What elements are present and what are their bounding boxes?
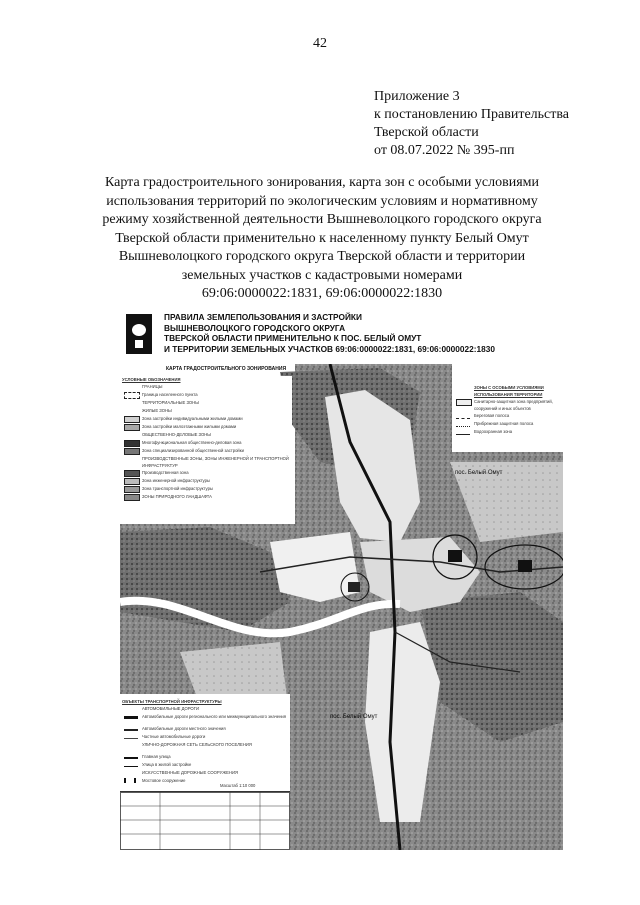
legend-row: Производственная зона [122,469,292,477]
legend-special-zones [454,384,562,436]
legend-row: ЗОНЫ ПРИРОДНОГО ЛАНДШАФТА [122,493,292,501]
legend-row: Прибрежная защитная полоса [454,420,562,428]
coat-of-arms-icon [126,314,152,354]
zoning-map [120,302,563,850]
legend-row: Граница населенного пункта [122,391,292,399]
object-marker [448,550,462,562]
page-number: 42 [313,36,327,51]
object-marker [348,582,360,592]
appendix-line: от 08.07.2022 № 395-пп [374,143,515,158]
legend-row: ОБЩЕСТВЕННО-ДЕЛОВЫЕ ЗОНЫ [142,432,212,437]
legend-row: Главная улица [122,753,288,761]
legend-row: Частные автомобильные дороги [122,733,288,741]
legend-row: Улица в жилой застройке [122,761,288,769]
legend-row: Зона застройки индивидуальными жилыми домами [122,415,292,423]
legend-row: ЖИЛЫЕ ЗОНЫ [142,408,172,413]
title-line: использования территорий по экологическим условиям и нормативному [106,193,538,209]
object-marker [518,560,532,572]
legend-row: ПРОИЗВОДСТВЕННЫЕ ЗОНЫ, ЗОНЫ ИНЖЕНЕРНОЙ И ТРАНСПОРТНОЙ ИНФРАСТРУКТУР [142,456,289,468]
legend-row: ИСКУССТВЕННЫЕ ДОРОЖНЫЕ СООРУЖЕНИЯ [142,770,238,775]
legend-row: Водоохранная зона [454,428,562,436]
map-header [120,302,563,364]
scale-text: Масштаб 1:10 000 [220,783,256,788]
legend-zones [122,376,292,501]
legend-row: ГРАНИЦЫ [142,384,163,389]
legend-heading: ЗОНЫ С ОСОБЫМИ УСЛОВИЯМИ ИСПОЛЬЗОВАНИЯ ТЕРРИТОРИИ [474,385,544,397]
title-line: Карта градостроительного зонирования, карта зон с особыми условиями [104,175,539,190]
map-header-line: ВЫШНЕВОЛОЦКОГО ГОРОДСКОГО ОКРУГА [164,322,346,333]
appendix-line: Приложение 3 [374,89,460,104]
legend-row: Санитарно-защитная зона предприятий, сооружений и иных объектов [454,398,562,412]
title-line: 69:06:0000022:1831, 69:06:0000022:1830 [201,286,443,301]
title-line: Вышневолоцкого городского округа Тверской области и территории [118,249,526,264]
map-header-line: ТВЕРСКОЙ ОБЛАСТИ ПРИМЕНИТЕЛЬНО К ПОС. БЕЛЫЙ ОМУТ [164,333,422,343]
appendix-line: Тверской области [374,125,479,140]
map-subtitle: КАРТА ГРАДОСТРОИТЕЛЬНОГО ЗОНИРОВАНИЯ [166,366,287,372]
legend-row: Многофункциональная общественно-деловая зона [122,439,292,447]
map-header-title [164,312,495,354]
title-line: Тверской области применительно к населенному пункту Белый Омут [115,230,529,246]
legend-row: Зона транспортной инфраструктуры [122,485,292,493]
stamp-grid [120,792,290,850]
place-label: пос. Белый Омут [330,714,378,720]
legend-row: АВТОМОБИЛЬНЫЕ ДОРОГИ [142,706,199,711]
legend-row: УЛИЧНО-ДОРОЖНАЯ СЕТЬ СЕЛЬСКОГО ПОСЕЛЕНИЯ [142,742,252,747]
place-label: пос. Белый Омут [455,470,503,476]
legend-transport [122,698,288,785]
document-title [96,174,548,304]
legend-row: Зона инженерной инфраструктуры [122,477,292,485]
appendix-line: к постановлению Правительства [374,107,570,122]
legend-heading: УСЛОВНЫЕ ОБОЗНАЧЕНИЯ [122,377,181,382]
title-line: режиму хозяйственной деятельности Вышневолоцкого городского округа [102,212,542,227]
legend-row: Автомобильные дороги местного значения [122,725,288,733]
legend-row: ТЕРРИТОРИАЛЬНЫЕ ЗОНЫ [142,400,199,405]
title-line: земельных участков с кадастровыми номерами [181,267,463,283]
legend-row: Мостовое сооружение [122,777,288,785]
legend-row: Зона специализированной общественной застройки [122,447,292,455]
settlement-area [270,532,360,602]
title-stamp [120,783,290,850]
legend-row: Автомобильные дороги регионального или межмуниципального значения [122,713,288,725]
legend-row: Зона застройки малоэтажными жилыми домами [122,423,292,431]
map-header-line: ПРАВИЛА ЗЕМЛЕПОЛЬЗОВАНИЯ И ЗАСТРОЙКИ [164,312,362,322]
legend-row: Береговая полоса [454,412,562,420]
map-header-line: И ТЕРРИТОРИИ ЗЕМЕЛЬНЫХ УЧАСТКОВ 69:06:0000022:1831, 69:06:0000022:1830 [164,343,495,354]
appendix-block [374,88,569,160]
legend-heading: ОБЪЕКТЫ ТРАНСПОРТНОЙ ИНФРАСТРУКТУРЫ [122,699,222,704]
